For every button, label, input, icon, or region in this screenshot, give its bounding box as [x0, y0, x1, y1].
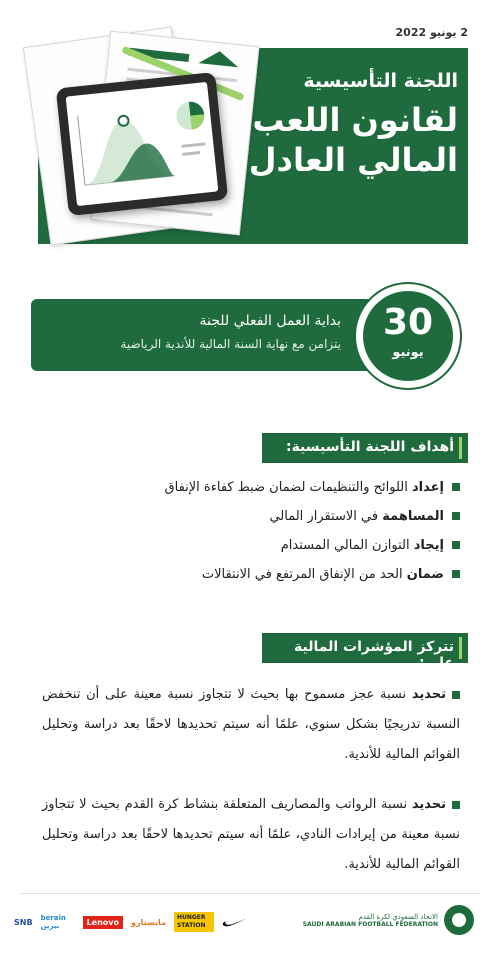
bullet-icon [452, 801, 460, 809]
publish-date: 2 يونيو 2022 [395, 26, 468, 39]
hero-title [228, 70, 458, 180]
footer-divider [20, 893, 480, 894]
federation-name-ar: الاتحاد السعودي لكرة القدم [358, 912, 438, 921]
goal-item: ضمان الحد من الإنفاق المرتفع في الانتقالات [100, 565, 460, 583]
bullet-icon [452, 541, 460, 549]
hero-line-3: المالي العادل [248, 141, 458, 179]
hero-line-1: اللجنة التأسيسية [303, 70, 458, 92]
sponsor-snb: SNB [14, 917, 33, 927]
goal-item: المساهمة في الاستقرار المالي [100, 507, 460, 525]
milestone-month: يونيو [392, 345, 424, 360]
goal-item: إعداد اللوائح والتنظيمات لضمان ضبط كفاءة الإنفاق [100, 478, 460, 496]
indicator-item: تحديد نسبة عجز مسموح بها بحيث لا تتجاوز نسبة معينة على أن تنخفض النسبة تدريجيًا بشكل سنوي، علمًا أنه سيتم تحديدها لاحقًا بعد دراسة وتحليل القوائم المالية للأندية. [42, 687, 460, 762]
sponsor-hungerstation: HUNGER STATION [174, 912, 214, 932]
bullet-icon [452, 483, 460, 491]
milestone-date-badge [354, 282, 462, 390]
indicators-heading: تتركز المؤشرات المالية على: [262, 633, 468, 663]
sponsor-logos [14, 912, 248, 932]
federation-crest-icon [444, 905, 474, 935]
analytics-chart-icon [66, 82, 219, 206]
sponsor-berain: berain بيرين [40, 914, 66, 930]
federation-logo [303, 905, 474, 935]
nike-swoosh-icon [222, 916, 248, 928]
goals-heading: أهداف اللجنة التأسيسية: [262, 433, 468, 463]
milestone-day: 30 [382, 302, 434, 343]
hero-line-2: لقانون اللعب [252, 101, 458, 139]
milestone-title: بداية العمل الفعلي للجنة [199, 313, 341, 329]
indicator-item: تحديد نسبة الرواتب والمصاريف المتعلقة بنشاط كرة القدم بحيث لا تتجاوز نسبة معينة من إيرادات النادي، علمًا أنه سيتم تحديدها لاحقًا بعد دراسة وتحليل القوائم المالية للأندية. [42, 797, 460, 872]
bullet-icon [452, 512, 460, 520]
sponsor-maestro: مايستارو [131, 917, 166, 927]
goals-list [100, 478, 460, 594]
sponsor-lenovo: Lenovo [83, 916, 123, 929]
federation-name-en: SAUDI ARABIAN FOOTBALL FEDERATION [302, 920, 438, 928]
bullet-icon [452, 691, 460, 699]
milestone-subtitle: يتزامن مع نهاية السنة المالية للأندية الرياضية [120, 337, 341, 351]
tablet-illustration [56, 72, 229, 216]
bullet-icon [452, 570, 460, 578]
goal-item: إيجاد التوازن المالي المستدام [100, 536, 460, 554]
